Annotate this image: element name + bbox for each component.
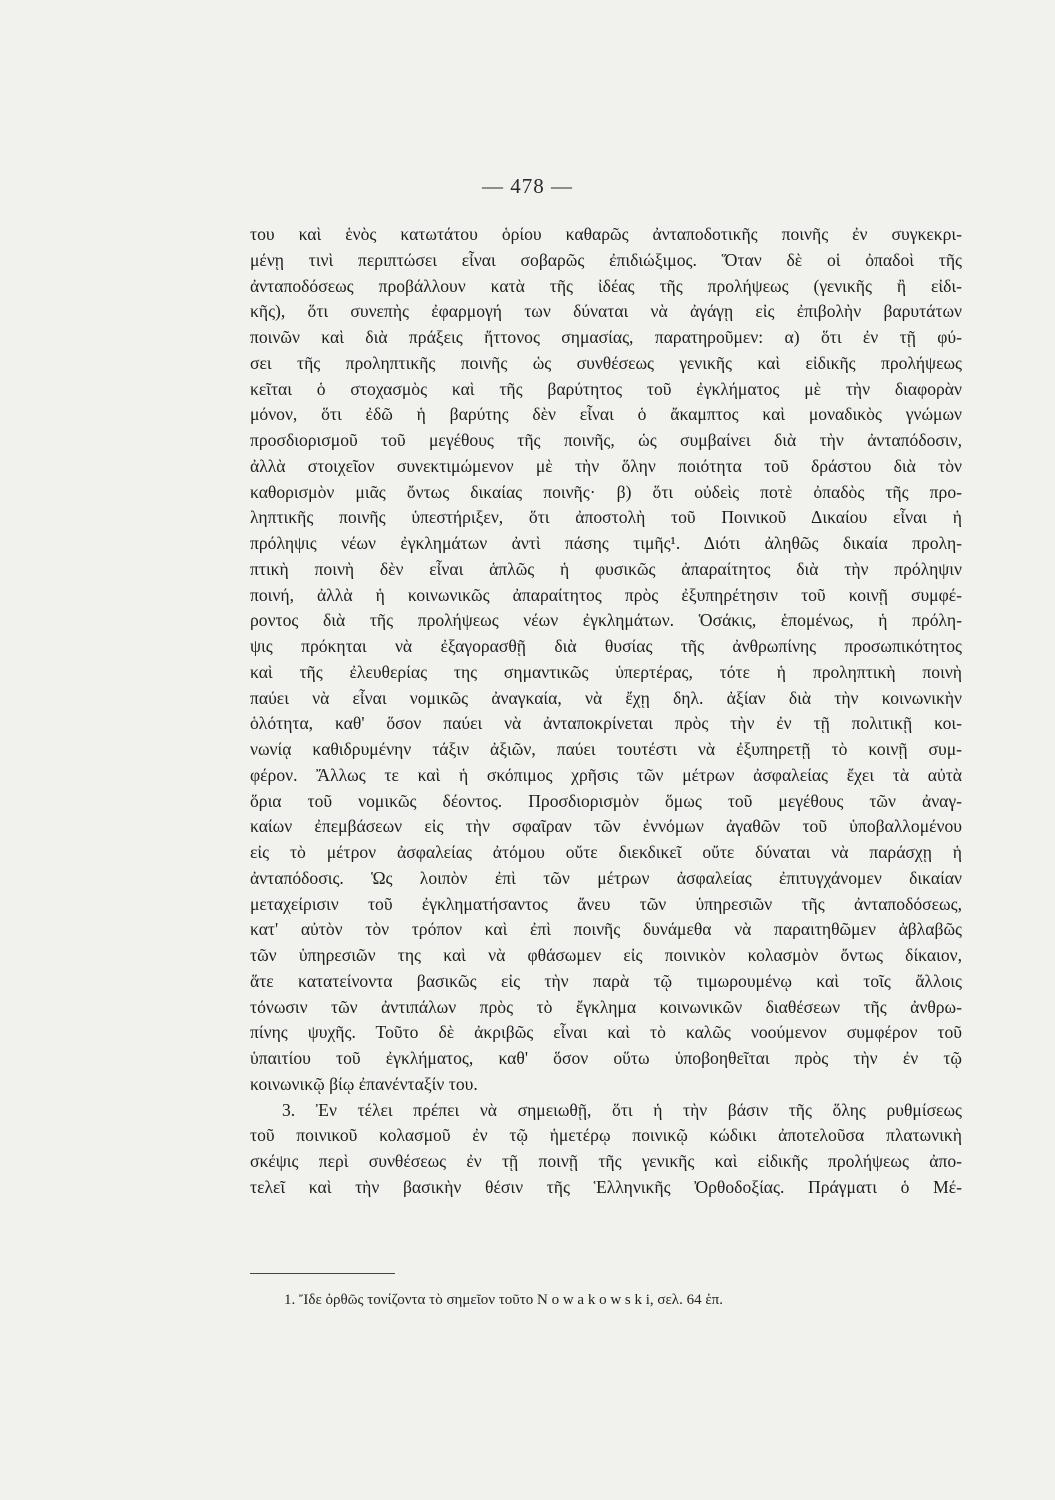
text-line: ληπτικῆς ποινῆς ὑπεστήριξεν, ὅτι ἀποστολὴ τοῦ Ποινικοῦ Δικαίου εἶναι ἡ: [250, 507, 962, 528]
text-line: τῶν ὑπηρεσιῶν της καὶ νὰ φθάσωμεν εἰς ποινικὸν κολασμὸν ὄντως δίκαιον,: [250, 945, 962, 965]
text-line: κῆς), ὅτι συνεπὴς ἐφαρμογή των δύναται νὰ ἀγάγῃ εἰς ἐπιβολὴν βαρυτάτων: [250, 301, 962, 322]
text-line: ὁλότητα, καθ' ὅσον παύει νὰ ἀνταποκρίνεται πρὸς τὴν ἐν τῇ πολιτικῇ κοι-: [250, 713, 962, 734]
text-line: προσδιορισμοῦ τοῦ μεγέθους τῆς ποινῆς, ὡς συμβαίνει διὰ τὴν ἀνταπόδοσιν,: [250, 430, 962, 450]
text-line: νωνίᾳ καθιδρυμένην τάξιν ἀξιῶν, παύει τουτέστι νὰ ἐξυπηρετῇ τὸ κοινῇ συμ-: [250, 739, 962, 759]
text-line: μένῃ τινὶ περιπτώσει εἶναι σοβαρῶς ἐπιδιώξιμος. Ὅταν δὲ οἱ ὀπαδοὶ τῆς: [250, 249, 962, 270]
text-line: πίνης ψυχῆς. Τοῦτο δὲ ἀκριβῶς εἶναι καὶ τὸ καλῶς νοούμενον συμφέρον τοῦ: [250, 1022, 962, 1043]
text-line: ροντος διὰ τῆς προλήψεως νέων ἐγκλημάτων. Ὁσάκις, ἑπομένως, ἡ πρόλη-: [250, 610, 962, 631]
text-line: εἰς τὸ μέτρον ἀσφαλείας ἀτόμου οὔτε διεκδικεῖ οὔτε δύναται νὰ παράσχῃ ἡ: [250, 842, 962, 862]
text-line: σει τῆς προληπτικῆς ποινῆς ὡς συνθέσεως γενικῆς καὶ εἰδικῆς προλήψεως: [250, 352, 962, 373]
text-line: του καὶ ἑνὸς κατωτάτου ὁρίου καθαρῶς ἀνταποδοτικῆς ποινῆς ἐν συγκεκρι-: [250, 224, 962, 244]
text-line: καὶ τῆς ἐλευθερίας της σημαντικῶς ὑπερτέρας, τότε ἡ προληπτικὴ ποινὴ: [250, 661, 962, 682]
footnote: 1. Ἴδε ὀρθῶς τονίζοντα τὸ σημεῖον τοῦτο N o w a k o w s k i, σελ. 64 ἑπ.: [284, 1292, 723, 1308]
text-line: ἅτε κατατείνοντα βασικῶς εἰς τὴν παρὰ τῷ τιμωρουμένῳ καὶ τοῖς ἄλλοις: [250, 970, 962, 991]
text-line: ποινή, ἀλλὰ ἡ κοινωνικῶς ἀπαραίτητος πρὸς ἐξυπηρέτησιν τοῦ κοινῇ συμφέ-: [250, 584, 962, 605]
text-line: μεταχείρισιν τοῦ ἐγκληματήσαντος ἄνευ τῶν ὑπηρεσιῶν τῆς ἀνταποδόσεως,: [250, 893, 962, 914]
footnote-divider: [250, 1273, 395, 1274]
page-number: — 478 —: [482, 174, 573, 198]
text-line: παύει νὰ εἶναι νομικῶς ἀναγκαία, νὰ ἔχῃ δηλ. ἀξίαν διὰ τὴν κοινωνικὴν: [250, 687, 962, 708]
body-text: [250, 222, 962, 1201]
text-line: τελεῖ καὶ τὴν βασικὴν θέσιν τῆς Ἑλληνικῆς Ὀρθοδοξίας. Πράγματι ὁ Μέ-: [250, 1176, 962, 1197]
text-line: πτικὴ ποινὴ δὲν εἶναι ἁπλῶς ἡ φυσικῶς ἀπαραίτητος διὰ τὴν πρόληψιν: [250, 558, 962, 579]
text-line: 3. Ἐν τέλει πρέπει νὰ σημειωθῇ, ὅτι ἡ τὴν βάσιν τῆς ὅλης ρυθμίσεως: [282, 1099, 962, 1120]
text-line: κατ' αὐτὸν τὸν τρόπον καὶ ἐπὶ ποινῆς δυνάμεθα νὰ παραιτηθῶμεν ἀβλαβῶς: [250, 919, 962, 940]
text-line: ποινῶν καὶ διὰ πράξεις ἥττονος σημασίας, παρατηροῦμεν: α) ὅτι ἐν τῇ φύ-: [250, 327, 962, 347]
text-line: κοινωνικῷ βίῳ ἐπανένταξίν του.: [250, 1073, 478, 1094]
text-line: ὅρια τοῦ νομικῶς δέοντος. Προσδιορισμὸν ὅμως τοῦ μεγέθους τῶν ἀναγ-: [250, 790, 962, 811]
text-line: φέρον. Ἄλλως τε καὶ ἡ σκόπιμος χρῆσις τῶν μέτρων ἀσφαλείας ἔχει τὰ αὐτὰ: [250, 764, 962, 785]
text-line: σκέψις περὶ συνθέσεως ἐν τῇ ποινῇ τῆς γενικῆς καὶ εἰδικῆς προλήψεως ἀπο-: [250, 1151, 962, 1171]
text-line: καθορισμὸν μιᾶς ὄντως δικαίας ποινῆς· β) ὅτι οὐδεὶς ποτὲ ὀπαδὸς τῆς προ-: [250, 481, 962, 502]
text-line: ἀνταπόδοσις. Ὡς λοιπὸν ἐπὶ τῶν μέτρων ἀσφαλείας ἐπιτυγχάνομεν δικαίαν: [250, 867, 962, 888]
text-line: ψις πρόκηται νὰ ἐξαγορασθῇ διὰ θυσίας τῆς ἀνθρωπίνης προσωπικότητος: [250, 636, 962, 656]
text-line: καίων ἐπεμβάσεων εἰς τὴν σφαῖραν τῶν ἐννόμων ἀγαθῶν τοῦ ὑποβαλλομένου: [250, 816, 962, 837]
text-line: ἀλλὰ στοιχεῖον συνεκτιμώμενον μὲ τὴν ὅλην ποιότητα τοῦ δράστου διὰ τὸν: [250, 455, 962, 476]
text-line: τοῦ ποινικοῦ κολασμοῦ ἐν τῷ ἡμετέρῳ ποινικῷ κώδικι ἀποτελοῦσα πλατωνικὴ: [250, 1125, 962, 1146]
text-line: μόνον, ὅτι ἐδῶ ἡ βαρύτης δὲν εἶναι ὁ ἄκαμπτος καὶ μοναδικὸς γνώμων: [250, 404, 962, 425]
text-line: ὑπαιτίου τοῦ ἐγκλήματος, καθ' ὅσον οὕτω ὑποβοηθεῖται πρὸς τὴν ἐν τῷ: [250, 1048, 962, 1068]
text-line: κεῖται ὁ στοχασμὸς καὶ τῆς βαρύτητος τοῦ ἐγκλήματος μὲ τὴν διαφορὰν: [250, 378, 962, 399]
text-line: τόνωσιν τῶν ἀντιπάλων πρὸς τὸ ἔγκλημα κοινωνικῶν διαθέσεων τῆς ἀνθρω-: [250, 996, 962, 1017]
text-line: ἀνταποδόσεως προβάλλουν κατὰ τῆς ἰδέας τῆς προλήψεως (γενικῆς ἢ εἰδι-: [250, 275, 962, 296]
text-line: πρόληψις νέων ἐγκλημάτων ἀντὶ πάσης τιμῆς¹. Διότι ἀληθῶς δικαία προλη-: [250, 533, 962, 553]
